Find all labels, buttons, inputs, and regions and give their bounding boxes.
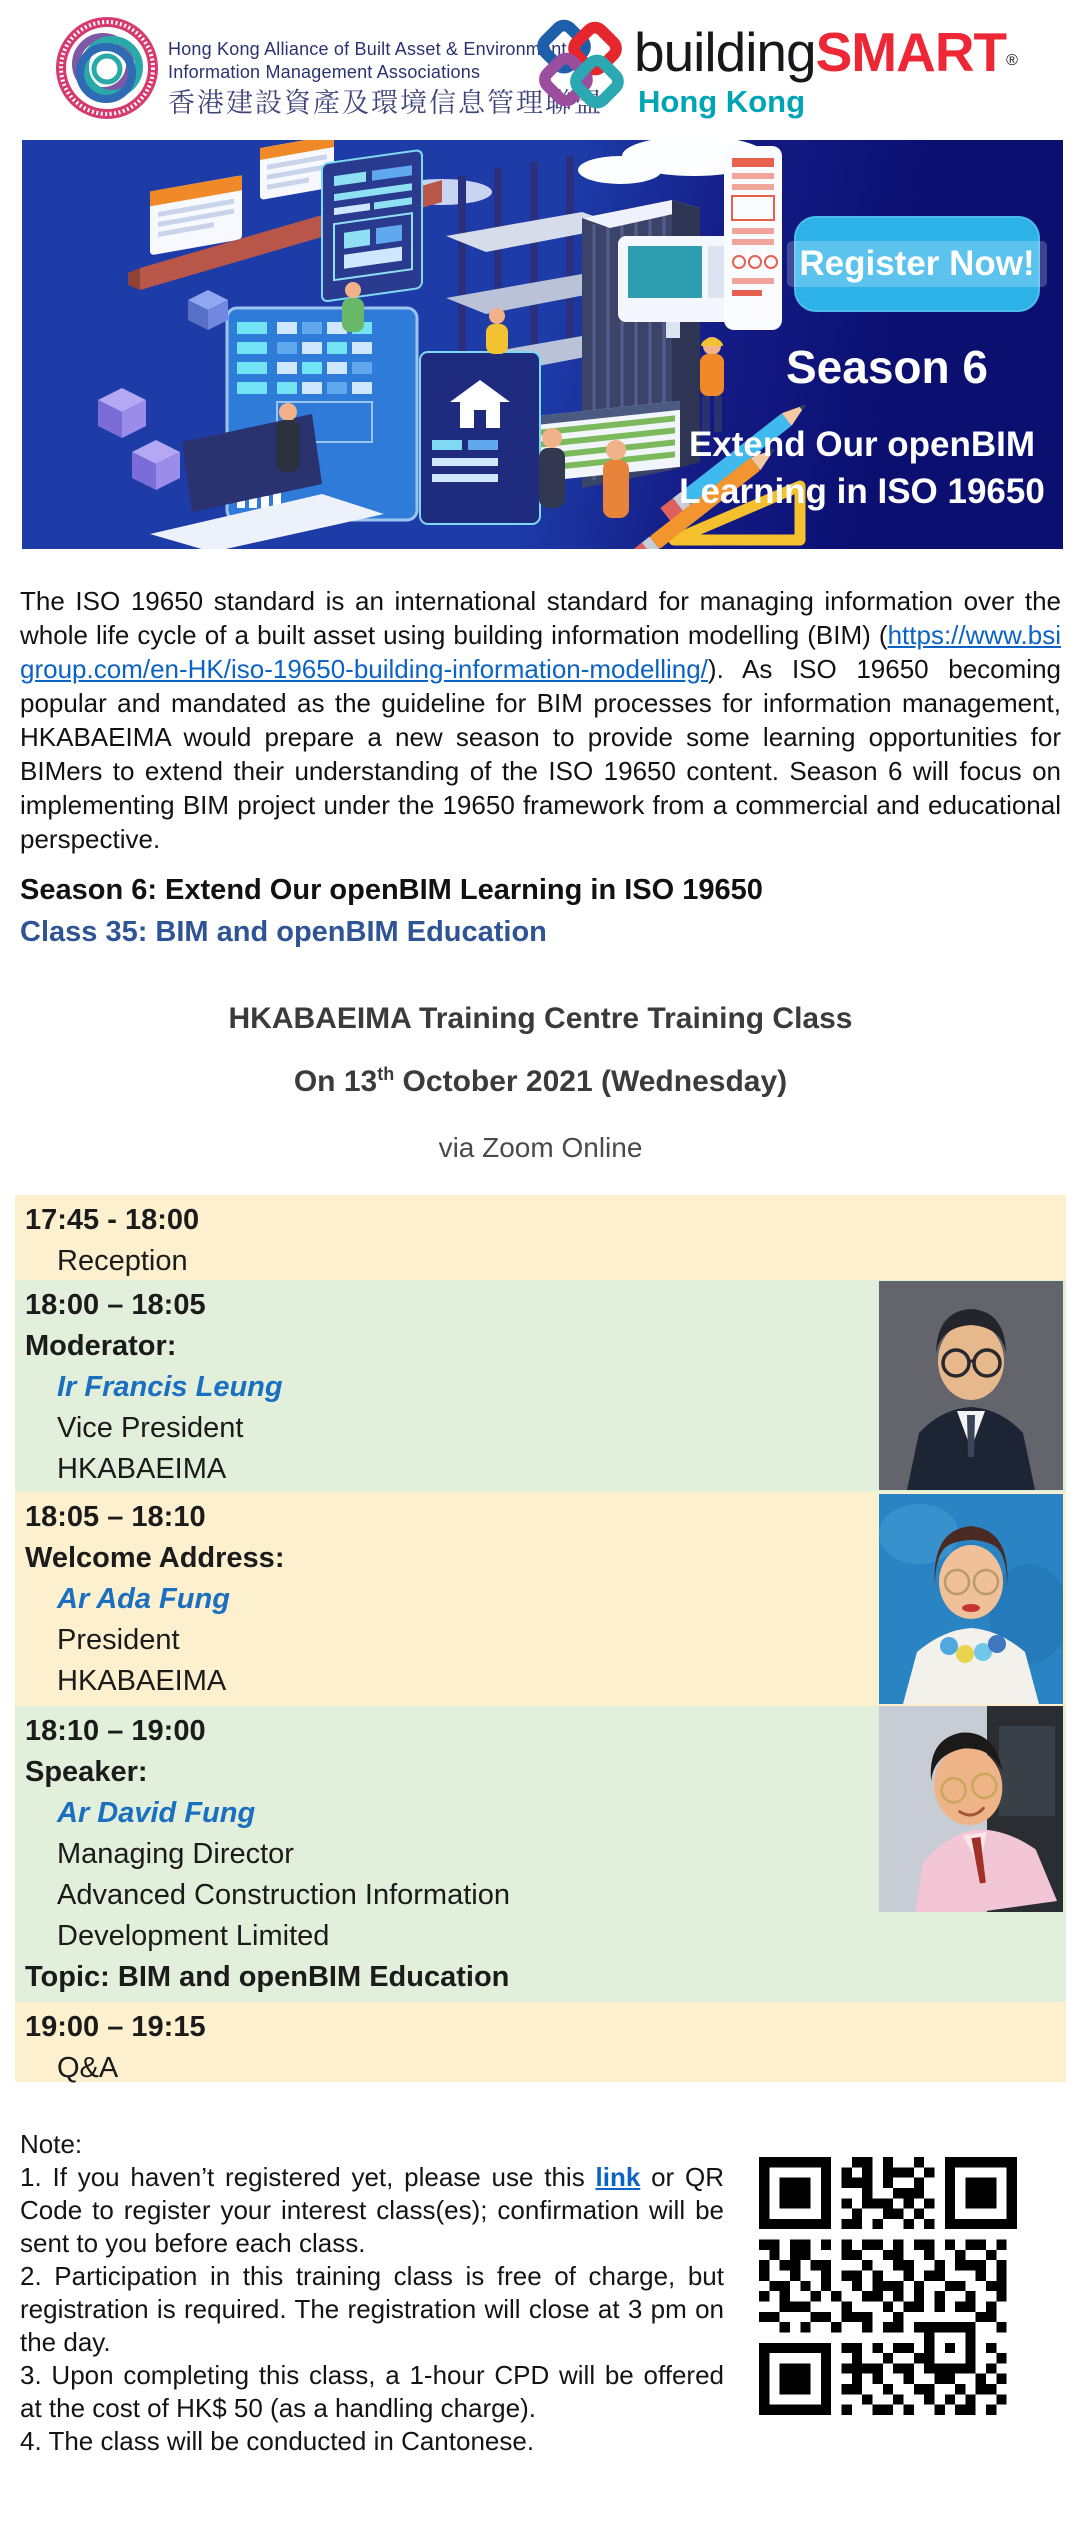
hkabaeima-name-line2: Information Management Associations xyxy=(168,62,481,82)
schedule-row-qa xyxy=(15,2002,1066,2082)
david-fung-portrait-icon xyxy=(879,1706,1063,1912)
buildingsmart-region: Hong Kong xyxy=(638,84,806,119)
session-label: Q&A xyxy=(57,2052,119,2084)
class-title: Class 35: BIM and openBIM Education xyxy=(20,916,547,948)
intro-paragraph xyxy=(20,584,1061,856)
note-heading: Note: xyxy=(20,2129,83,2159)
note-item-4: 4. The class will be conducted in Cantonese. xyxy=(20,2426,535,2456)
topic-label: Topic: BIM and openBIM Education xyxy=(25,1961,510,1993)
photo-ir-francis-leung xyxy=(879,1281,1063,1490)
intro-text-before-link: The ISO 19650 standard is an international standard for managing information over the whole life cycle of a built asset using building information modelling (BIM) ( xyxy=(20,586,1061,650)
time-slot: 17:45 - 18:00 xyxy=(25,1204,200,1236)
time-slot: 18:10 – 19:00 xyxy=(25,1715,206,1747)
buildingsmart-word-smart: SMART xyxy=(815,21,1007,83)
buildingsmart-logo-icon xyxy=(534,16,626,116)
person-name: Ar David Fung xyxy=(57,1797,256,1829)
person-org: HKABAEIMA xyxy=(57,1453,227,1485)
role-label: Welcome Address: xyxy=(25,1542,285,1574)
training-centre-line: HKABAEIMA Training Centre Training Class xyxy=(228,1002,853,1035)
person-company-line1: Advanced Construction Information xyxy=(57,1879,510,1911)
date-prefix: On 13 xyxy=(293,1065,378,1098)
person-title: Managing Director xyxy=(57,1838,294,1870)
note-section xyxy=(20,2128,724,2458)
season-title: Season 6: Extend Our openBIM Learning in ISO 19650 xyxy=(20,874,763,906)
time-slot: 19:00 – 19:15 xyxy=(25,2011,206,2043)
schedule-row-reception xyxy=(15,1195,1066,1280)
registered-trademark-icon: ® xyxy=(1006,52,1018,69)
session-label: Reception xyxy=(57,1245,188,1277)
time-slot: 18:05 – 18:10 xyxy=(25,1501,206,1533)
role-label: Speaker: xyxy=(25,1756,148,1788)
hkabaeima-name-chinese: 香港建設資產及環境信息管理聯盟 xyxy=(168,88,603,118)
person-name: Ar Ada Fung xyxy=(57,1583,230,1615)
buildingsmart-wordmark xyxy=(634,22,1018,91)
season-label: Season 6 xyxy=(786,341,988,393)
event-date-line xyxy=(0,1064,1081,1099)
event-banner xyxy=(22,140,1063,549)
date-superscript: th xyxy=(377,1064,395,1084)
note-item-1 xyxy=(20,2161,724,2260)
register-now-label: Register Now! xyxy=(787,241,1046,287)
registration-qr-code xyxy=(759,2157,1017,2415)
schedule-table xyxy=(15,1195,1066,2082)
note-item-3: 3. Upon completing this class, a 1-hour CPD will be offered at the cost of HK$ 50 (as a handling charge). xyxy=(20,2360,724,2423)
hkabaeima-name-line1: Hong Kong Alliance of Built Asset & Environment xyxy=(168,39,567,59)
person-org: HKABAEIMA xyxy=(57,1665,227,1697)
person-name: Ir Francis Leung xyxy=(57,1371,283,1403)
intro-text-after-link: ). As ISO 19650 becoming popular and mandated as the guideline for BIM processes for information management, HKABAEIMA would prepare a new season to provide some learning opportunities for BIMers to extend their understanding of the ISO 19650 content. Season 6 will focus on implementing BIM project under the 19650 framework from a commercial and educational perspective. xyxy=(20,654,1061,854)
person-company-line2: Development Limited xyxy=(57,1920,330,1952)
francis-leung-portrait-icon xyxy=(879,1281,1063,1490)
photo-ar-david-fung xyxy=(879,1706,1063,1912)
hkabaeima-rings-icon xyxy=(56,12,158,124)
person-title: President xyxy=(57,1624,180,1656)
date-suffix: October 2021 (Wednesday) xyxy=(394,1065,788,1098)
register-now-button[interactable] xyxy=(794,216,1040,312)
person-title: Vice President xyxy=(57,1412,244,1444)
note1-after: or QR Code to register your interest class(es); confirmation will be sent to you before each class. xyxy=(20,2162,724,2258)
venue-line: via Zoom Online xyxy=(438,1132,643,1163)
ada-fung-portrait-icon xyxy=(879,1494,1063,1704)
tagline-line1: Extend Our openBIM xyxy=(688,425,1036,464)
hkabaeima-logo-icon xyxy=(56,12,158,124)
buildingsmart-word-building: building xyxy=(634,21,816,83)
photo-ar-ada-fung xyxy=(879,1494,1063,1704)
buildingsmart-diamonds-icon xyxy=(534,16,626,116)
qr-pattern-icon xyxy=(759,2157,1017,2415)
note-item-2: 2. Participation in this training class is free of charge, but registration is required. The registration will close at 3 pm on the day. xyxy=(20,2261,724,2357)
bsigroup-link[interactable]: https://www.bsigroup.com/en-HK/iso-19650-building-information-modelling/ xyxy=(20,620,1061,684)
tagline-line2: Learning in ISO 19650 xyxy=(679,472,1045,511)
time-slot: 18:00 – 18:05 xyxy=(25,1289,206,1321)
role-label: Moderator: xyxy=(25,1330,177,1362)
note1-before: 1. If you haven’t registered yet, please use this xyxy=(20,2162,596,2192)
registration-link[interactable]: link xyxy=(595,2162,641,2192)
banner-tagline xyxy=(662,421,1062,515)
